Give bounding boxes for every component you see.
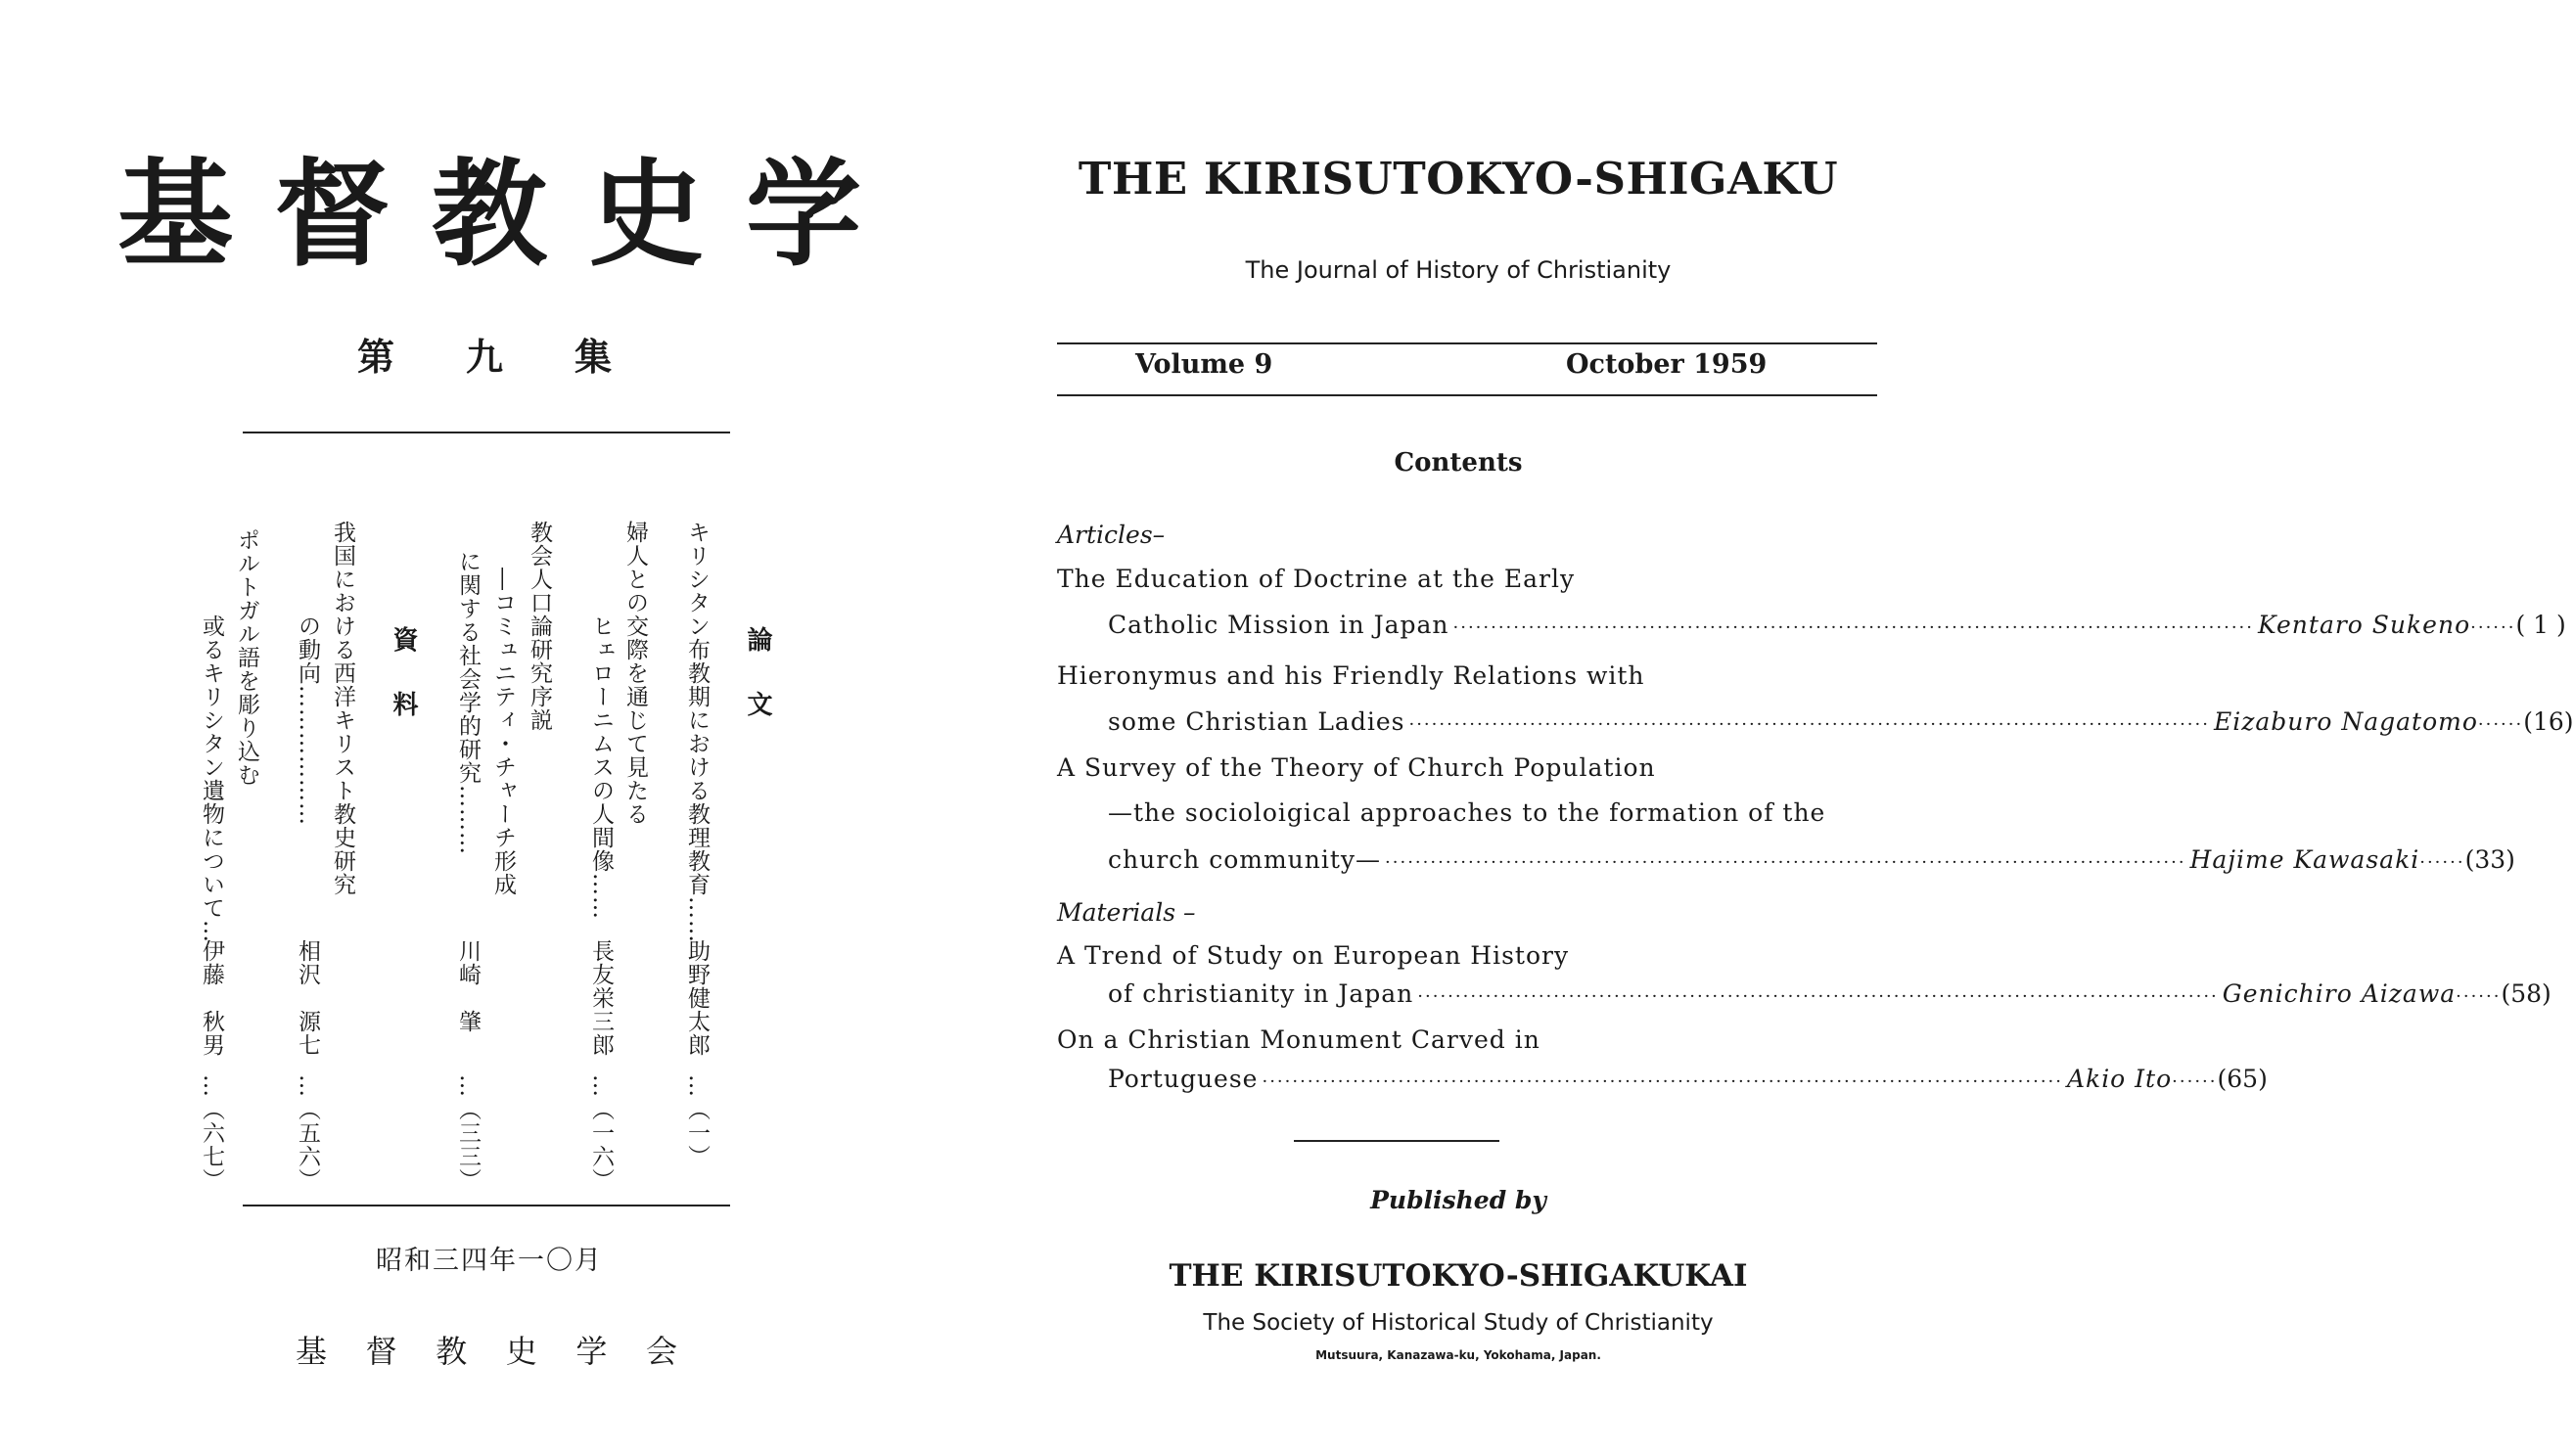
volume-number-japanese: 第 九 集: [357, 335, 612, 379]
toc-page: (58): [2501, 979, 2551, 1008]
article-2-subtitle: ヒェローニムスの人間像……: [588, 614, 614, 920]
material-2-author: 伊藤 秋男: [199, 939, 224, 1057]
volume-label: Volume 9: [1135, 349, 1273, 380]
article-1-title: キリシタン布教期における教理教育……: [684, 521, 710, 943]
japanese-title-page: [0, 0, 979, 1456]
toc-author: Genichiro Aizawa: [2222, 979, 2457, 1008]
volume-rule-top: [1057, 342, 1877, 344]
toc-author: Hajime Kawasaki: [2189, 845, 2420, 874]
divider-bottom: [243, 1205, 730, 1206]
toc-entry-subtitle: —the socioloigical approaches to the formation of the: [1108, 798, 1826, 827]
section-heading-materials: 資料: [389, 626, 418, 755]
toc-entry: some Christian Ladies ·········································································································· Eizaburo Nagatomo ······ (16): [1108, 707, 2574, 736]
article-3-author: 川崎 肇: [455, 939, 481, 1033]
journal-title-english: THE KIRISUTOKYO-SHIGAKU: [1078, 153, 1839, 205]
toc-entry-title: A Trend of Study on European History: [1057, 941, 1570, 970]
title-char: 基: [117, 146, 234, 282]
title-char: 学: [745, 146, 861, 282]
toc-page: (16): [2523, 707, 2574, 736]
article-1-page: …（一）: [684, 1074, 710, 1168]
material-1-page: …（五六）: [295, 1074, 320, 1192]
toc-entry: Portuguese ·········································································································· Akio Ito ······ (65): [1108, 1065, 2268, 1093]
journal-title-japanese: [117, 146, 861, 282]
publication-date-japanese: 昭和三四年一〇月: [376, 1246, 603, 1276]
journal-subtitle: The Journal of History of Christianity: [1245, 256, 1672, 284]
issue-date: October 1959: [1566, 349, 1768, 380]
toc-author: Eizaburo Nagatomo: [2213, 707, 2478, 736]
articles-label: Articles–: [1057, 521, 1166, 549]
toc-entry: Catholic Mission in Japan ·········································································································· Kentaro Sukeno ······ ( 1 ): [1108, 611, 2566, 639]
toc-page: ( 1 ): [2515, 611, 2566, 639]
closing-divider: [1294, 1140, 1499, 1142]
materials-label: Materials –: [1057, 898, 1196, 927]
contents-heading: Contents: [1394, 448, 1523, 478]
toc-entry-title: A Survey of the Theory of Church Population: [1057, 753, 1656, 782]
article-3-subtitle-line: に関する社会学的研究………: [455, 550, 481, 855]
toc-author: Akio Ito: [2066, 1065, 2173, 1093]
toc-page: (33): [2464, 845, 2515, 874]
article-2-author: 長友栄三郎: [588, 939, 614, 1057]
english-title-page: [1018, 0, 2574, 1456]
published-by-label: Published by: [1370, 1186, 1546, 1214]
toc-entry-title: The Education of Doctrine at the Early: [1057, 565, 1576, 593]
toc-entry: of christianity in Japan ·········································································································· Genichiro Aizawa ······ (58): [1108, 979, 2551, 1008]
material-1-author: 相沢 源七: [295, 939, 320, 1057]
publisher-name: THE KIRISUTOKYO-SHIGAKUKAI: [1169, 1258, 1748, 1294]
title-char: 史: [588, 146, 705, 282]
article-1-author: 助野健太郎: [684, 939, 710, 1057]
section-heading-articles: 論文: [743, 626, 772, 755]
article-3-page: …（三三）: [455, 1074, 481, 1192]
title-char: 教: [431, 146, 547, 282]
title-char: 督: [274, 146, 391, 282]
material-2-title: ポルトガル語を彫り込む: [234, 528, 259, 787]
material-2-subtitle: 或るキリシタン遺物について…: [199, 614, 224, 943]
toc-entry: church community— ·········································································································· Hajime Kawasaki ······ (33): [1108, 845, 2515, 874]
volume-rule-bottom: [1057, 394, 1877, 396]
article-2-title: 婦人との交際を通じて見たる: [622, 521, 648, 826]
toc-entry-title: Hieronymus and his Friendly Relations with: [1057, 661, 1645, 690]
divider-top: [243, 432, 730, 433]
toc-page: (65): [2217, 1065, 2268, 1093]
article-3-subtitle-line: ―コミュニティ・チャーチ形成: [490, 568, 516, 896]
article-2-page: …（一六）: [588, 1074, 614, 1192]
publisher-japanese: 基 督 教 史 学 会: [296, 1333, 677, 1370]
publisher-society: The Society of Historical Study of Christianity: [1203, 1310, 1714, 1336]
material-1-title: 我国における西洋キリスト教史研究: [330, 521, 355, 896]
toc-entry-title: On a Christian Monument Carved in: [1057, 1025, 1540, 1054]
publisher-address: Mutsuura, Kanazawa-ku, Yokohama, Japan.: [1315, 1348, 1601, 1362]
material-2-page: …（六七）: [199, 1074, 224, 1192]
material-1-subtitle: の動向………………: [295, 614, 320, 826]
article-3-title: 教会人口論研究序説: [527, 521, 552, 732]
toc-author: Kentaro Sukeno: [2258, 611, 2471, 639]
